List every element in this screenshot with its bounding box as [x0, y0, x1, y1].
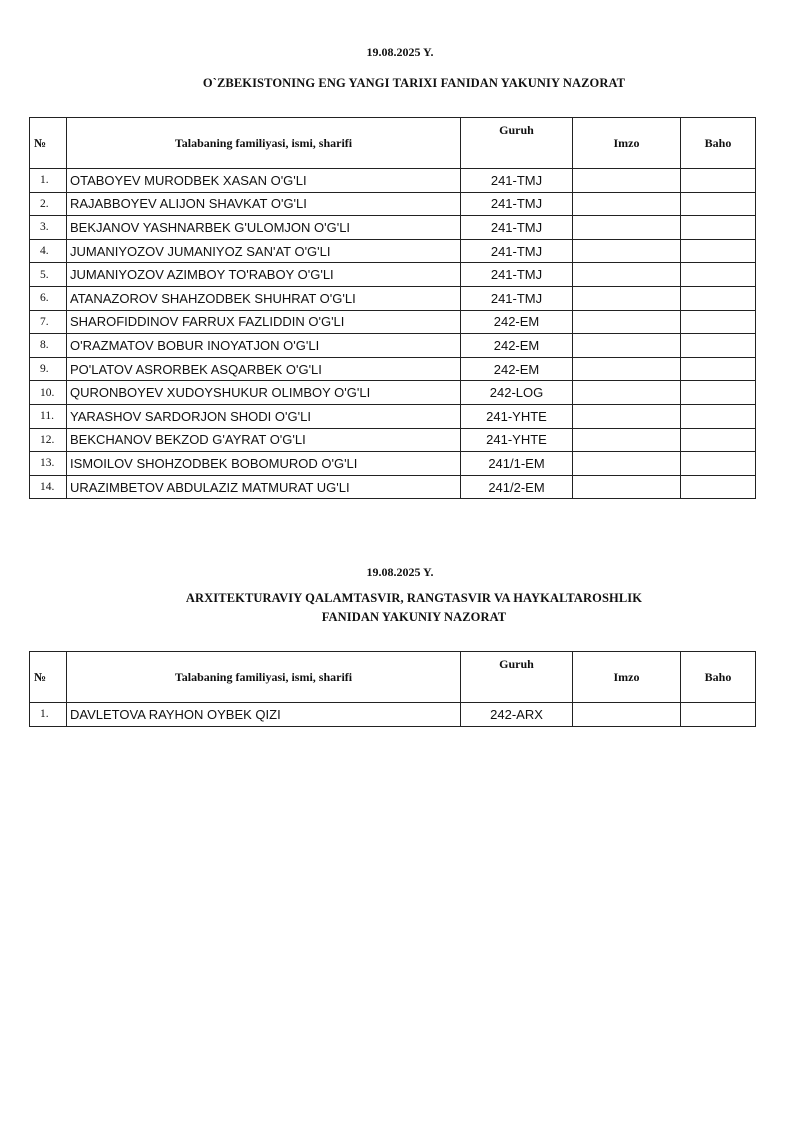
- row-number: 13.: [30, 452, 67, 476]
- row-number: 8.: [30, 334, 67, 358]
- group-code: 241-TMJ: [461, 192, 573, 216]
- header-number: №: [30, 652, 67, 703]
- signature-cell: [573, 452, 681, 476]
- table-row: [30, 452, 756, 476]
- table-row: [30, 428, 756, 452]
- grade-cell: [681, 381, 756, 405]
- table-row: [30, 381, 756, 405]
- group-code: 241-YHTE: [461, 404, 573, 428]
- signature-cell: [573, 216, 681, 240]
- row-number: 10.: [30, 381, 67, 405]
- signature-cell: [573, 239, 681, 263]
- header-signature: Imzo: [573, 652, 681, 703]
- table-row: [30, 475, 756, 499]
- group-code: 242-EM: [461, 357, 573, 381]
- student-name: OTABOYEV MURODBEK XASAN O'G'LI: [67, 169, 461, 193]
- grade-cell: [681, 357, 756, 381]
- row-number: 6.: [30, 286, 67, 310]
- row-number: 4.: [30, 239, 67, 263]
- group-code: 242-LOG: [461, 381, 573, 405]
- table-row: [30, 310, 756, 334]
- group-code: 241-TMJ: [461, 263, 573, 287]
- row-number: 7.: [30, 310, 67, 334]
- student-name: JUMANIYOZOV JUMANIYOZ SAN'AT O'G'LI: [67, 239, 461, 263]
- student-name: JUMANIYOZOV AZIMBOY TO'RABOY O'G'LI: [67, 263, 461, 287]
- student-name: ISMOILOV SHOHZODBEK BOBOMUROD O'G'LI: [67, 452, 461, 476]
- header-grade: Baho: [681, 118, 756, 169]
- signature-cell: [573, 310, 681, 334]
- header-number: №: [30, 118, 67, 169]
- table-header-row: [30, 652, 756, 703]
- header-student-name: Talabaning familiyasi, ismi, sharifi: [67, 652, 461, 703]
- student-name: YARASHOV SARDORJON SHODI O'G'LI: [67, 404, 461, 428]
- exam-title: [0, 589, 800, 627]
- grade-cell: [681, 334, 756, 358]
- grade-cell: [681, 475, 756, 499]
- grade-cell: [681, 404, 756, 428]
- header-signature: Imzo: [573, 118, 681, 169]
- row-number: 12.: [30, 428, 67, 452]
- group-code: 242-ARX: [461, 703, 573, 727]
- table-row: [30, 239, 756, 263]
- exam-date: 19.08.2025 Y.: [366, 565, 434, 579]
- grade-cell: [681, 216, 756, 240]
- table-row: [30, 334, 756, 358]
- student-name: BEKJANOV YASHNARBEK G'ULOMJON O'G'LI: [67, 216, 461, 240]
- student-table: [29, 117, 756, 499]
- exam-date: 19.08.2025 Y.: [366, 45, 434, 59]
- header-group: Guruh: [461, 652, 573, 703]
- grade-cell: [681, 310, 756, 334]
- student-name: PO'LATOV ASRORBEK ASQARBEK O'G'LI: [67, 357, 461, 381]
- row-number: 3.: [30, 216, 67, 240]
- table-row: [30, 263, 756, 287]
- table-header-row: [30, 118, 756, 169]
- header-student-name: Talabaning familiyasi, ismi, sharifi: [67, 118, 461, 169]
- exam-title-line: FANIDAN YAKUNIY NAZORAT: [321, 610, 507, 624]
- signature-cell: [573, 286, 681, 310]
- table-row: [30, 169, 756, 193]
- table-row: [30, 216, 756, 240]
- group-code: 242-EM: [461, 310, 573, 334]
- student-name: O'RAZMATOV BOBUR INOYATJON O'G'LI: [67, 334, 461, 358]
- group-code: 241/2-EM: [461, 475, 573, 499]
- row-number: 2.: [30, 192, 67, 216]
- row-number: 9.: [30, 357, 67, 381]
- signature-cell: [573, 475, 681, 499]
- exam-title-line: O`ZBEKISTONING ENG YANGI TARIXI FANIDAN YAKUNIY NAZORAT: [202, 76, 626, 90]
- grade-cell: [681, 452, 756, 476]
- grade-cell: [681, 286, 756, 310]
- grade-cell: [681, 703, 756, 727]
- signature-cell: [573, 263, 681, 287]
- header-group: Guruh: [461, 118, 573, 169]
- group-code: 241-YHTE: [461, 428, 573, 452]
- grade-cell: [681, 428, 756, 452]
- table-row: [30, 286, 756, 310]
- row-number: 5.: [30, 263, 67, 287]
- table-row: [30, 703, 756, 727]
- exam-title-line: ARXITEKTURAVIY QALAMTASVIR, RANGTASVIR VA HAYKALTAROSHLIK: [185, 591, 643, 605]
- group-code: 241/1-EM: [461, 452, 573, 476]
- row-number: 11.: [30, 404, 67, 428]
- group-code: 242-EM: [461, 334, 573, 358]
- grade-cell: [681, 192, 756, 216]
- signature-cell: [573, 192, 681, 216]
- signature-cell: [573, 404, 681, 428]
- row-number: 1.: [30, 169, 67, 193]
- table-row: [30, 404, 756, 428]
- student-table: [29, 651, 756, 727]
- table-row: [30, 357, 756, 381]
- grade-cell: [681, 169, 756, 193]
- signature-cell: [573, 334, 681, 358]
- student-name: URAZIMBETOV ABDULAZIZ MATMURAT UG'LI: [67, 475, 461, 499]
- group-code: 241-TMJ: [461, 216, 573, 240]
- table-row: [30, 192, 756, 216]
- student-name: BEKCHANOV BEKZOD G'AYRAT O'G'LI: [67, 428, 461, 452]
- student-name: ATANAZOROV SHAHZODBEK SHUHRAT O'G'LI: [67, 286, 461, 310]
- header-grade: Baho: [681, 652, 756, 703]
- group-code: 241-TMJ: [461, 286, 573, 310]
- signature-cell: [573, 357, 681, 381]
- signature-cell: [573, 428, 681, 452]
- group-code: 241-TMJ: [461, 239, 573, 263]
- signature-cell: [573, 381, 681, 405]
- signature-cell: [573, 703, 681, 727]
- student-name: SHAROFIDDINOV FARRUX FAZLIDDIN O'G'LI: [67, 310, 461, 334]
- student-name: RAJABBOYEV ALIJON SHAVKAT O'G'LI: [67, 192, 461, 216]
- grade-cell: [681, 263, 756, 287]
- row-number: 1.: [30, 703, 67, 727]
- student-name: QURONBOYEV XUDOYSHUKUR OLIMBOY O'G'LI: [67, 381, 461, 405]
- grade-cell: [681, 239, 756, 263]
- row-number: 14.: [30, 475, 67, 499]
- signature-cell: [573, 169, 681, 193]
- student-name: DAVLETOVA RAYHON OYBEK QIZI: [67, 703, 461, 727]
- exam-title: [0, 74, 800, 93]
- group-code: 241-TMJ: [461, 169, 573, 193]
